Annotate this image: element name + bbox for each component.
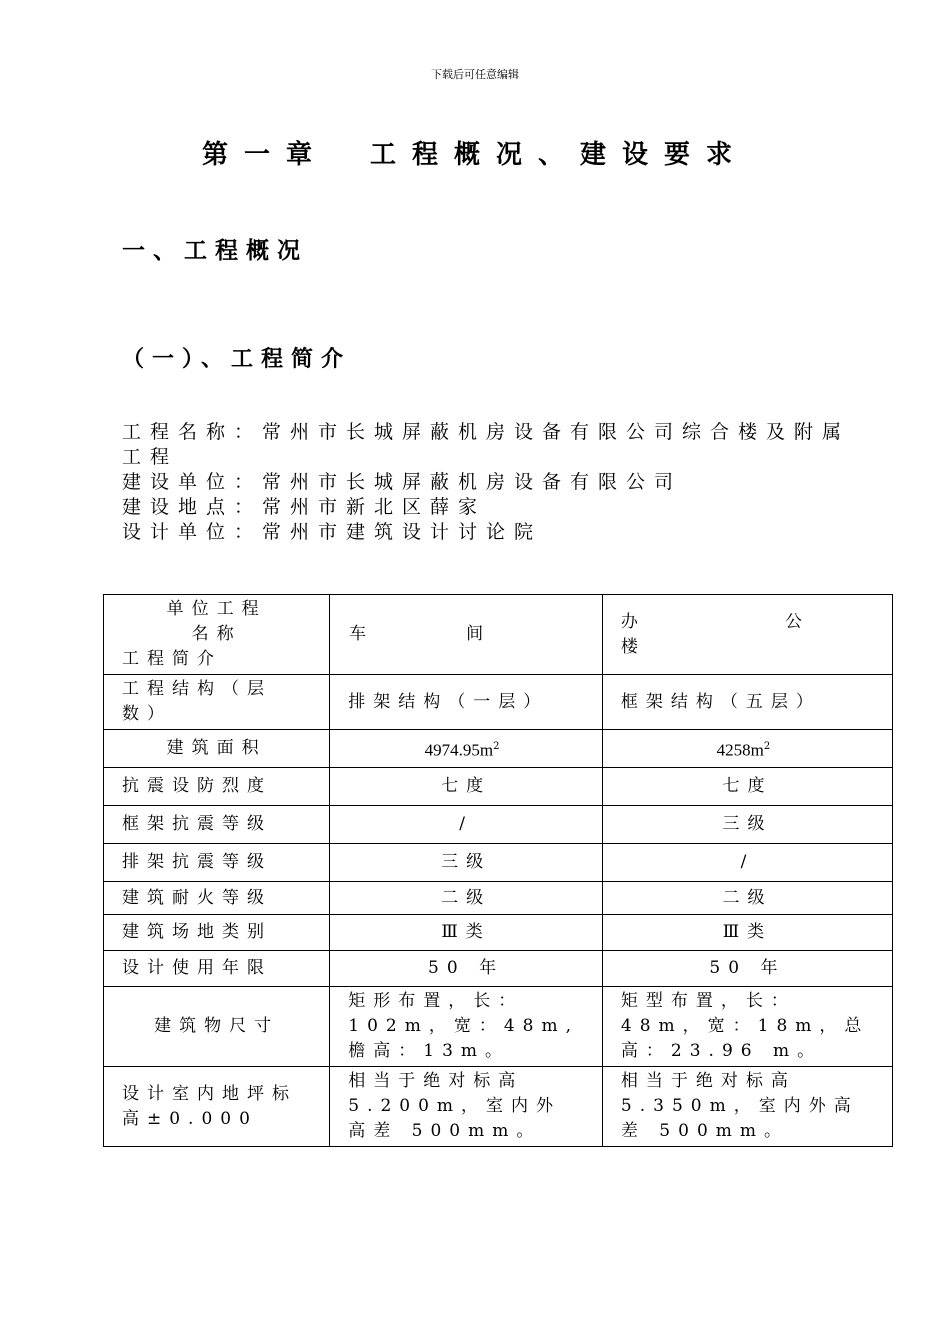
row-label: 框架抗震等级 bbox=[104, 806, 330, 844]
cell-workshop-value: 4974.95m bbox=[424, 740, 494, 760]
section-title: 一、工程概况 bbox=[122, 238, 308, 264]
cell-workshop bbox=[330, 730, 603, 768]
corner-line-3: 工程简介 bbox=[122, 649, 222, 669]
info-project-name: 工程名称：常州市长城屏蔽机房设备有限公司综合楼及附属工程 bbox=[122, 421, 851, 468]
cell-office: 三级 bbox=[602, 806, 892, 844]
row-label: 工程结构（层数） bbox=[104, 675, 330, 730]
column-header-workshop-label: 车间 bbox=[349, 624, 584, 644]
cell-workshop: 七度 bbox=[330, 768, 603, 806]
cell-workshop: / bbox=[330, 806, 603, 844]
info-construction-site: 建设地点：常州市新北区薛家 bbox=[122, 496, 487, 518]
column-header-office-label: 办公楼 bbox=[620, 611, 874, 657]
subsection-title: （一）、工程简介 bbox=[122, 347, 352, 372]
row-label: 建筑物尺寸 bbox=[104, 987, 330, 1067]
cell-office: 框架结构（五层） bbox=[602, 675, 892, 730]
cell-office: 二级 bbox=[602, 882, 892, 915]
corner-line-2: 名称 bbox=[191, 624, 242, 644]
cell-workshop: 二级 bbox=[330, 882, 603, 915]
table-row bbox=[104, 730, 893, 768]
cell-office: 矩型布置，长：48m，宽：18m，总高：23.96 m。 bbox=[602, 987, 892, 1067]
cell-office: Ⅲ类 bbox=[602, 915, 892, 951]
cell-office-value: 4258m bbox=[716, 740, 764, 760]
row-label: 抗震设防烈度 bbox=[104, 768, 330, 806]
cell-office: 七度 bbox=[602, 768, 892, 806]
column-header-workshop bbox=[330, 595, 603, 675]
cell-workshop: 50 年 bbox=[330, 951, 603, 987]
info-construction-unit: 建设单位：常州市长城屏蔽机房设备有限公司 bbox=[122, 471, 683, 493]
row-label: 设计使用年限 bbox=[104, 951, 330, 987]
table-row bbox=[104, 951, 893, 987]
corner-line-1: 单位工程 bbox=[166, 599, 267, 619]
cell-office: / bbox=[602, 844, 892, 882]
project-info bbox=[122, 420, 870, 545]
superscript: 2 bbox=[493, 740, 508, 752]
cell-office: 相当于绝对标高5.350m，室内外高差 500mm。 bbox=[602, 1067, 892, 1147]
header-note: 下载后可任意编辑 bbox=[431, 68, 519, 81]
superscript: 2 bbox=[763, 740, 779, 752]
table-header-row bbox=[104, 595, 893, 675]
table-row bbox=[104, 882, 893, 915]
table-row bbox=[104, 844, 893, 882]
table-row bbox=[104, 915, 893, 951]
table-row bbox=[104, 768, 893, 806]
table-row bbox=[104, 675, 893, 730]
info-design-unit: 设计单位：常州市建筑设计讨论院 bbox=[122, 521, 543, 543]
table-row bbox=[104, 1067, 893, 1147]
cell-office bbox=[602, 730, 892, 768]
table-row bbox=[104, 987, 893, 1067]
cell-workshop: Ⅲ类 bbox=[330, 915, 603, 951]
cell-workshop: 矩形布置，长：102m，宽：48m, 檐高：13m。 bbox=[330, 987, 603, 1067]
row-label: 建筑耐火等级 bbox=[104, 882, 330, 915]
chapter-title: 第一章 工程概况、建设要求 bbox=[201, 140, 748, 170]
project-spec-table bbox=[103, 594, 893, 1147]
cell-workshop: 三级 bbox=[330, 844, 603, 882]
column-header-office bbox=[602, 595, 892, 675]
row-label: 排架抗震等级 bbox=[104, 844, 330, 882]
row-label: 设计室内地坪标高±0.000 bbox=[104, 1067, 330, 1147]
cell-office: 50 年 bbox=[602, 951, 892, 987]
table-row bbox=[104, 806, 893, 844]
cell-workshop: 相当于绝对标高5.200m，室内外高差 500mm。 bbox=[330, 1067, 603, 1147]
table-corner-cell bbox=[104, 595, 330, 675]
row-label: 建筑面积 bbox=[104, 730, 330, 768]
row-label: 建筑场地类别 bbox=[104, 915, 330, 951]
cell-workshop: 排架结构（一层） bbox=[330, 675, 603, 730]
